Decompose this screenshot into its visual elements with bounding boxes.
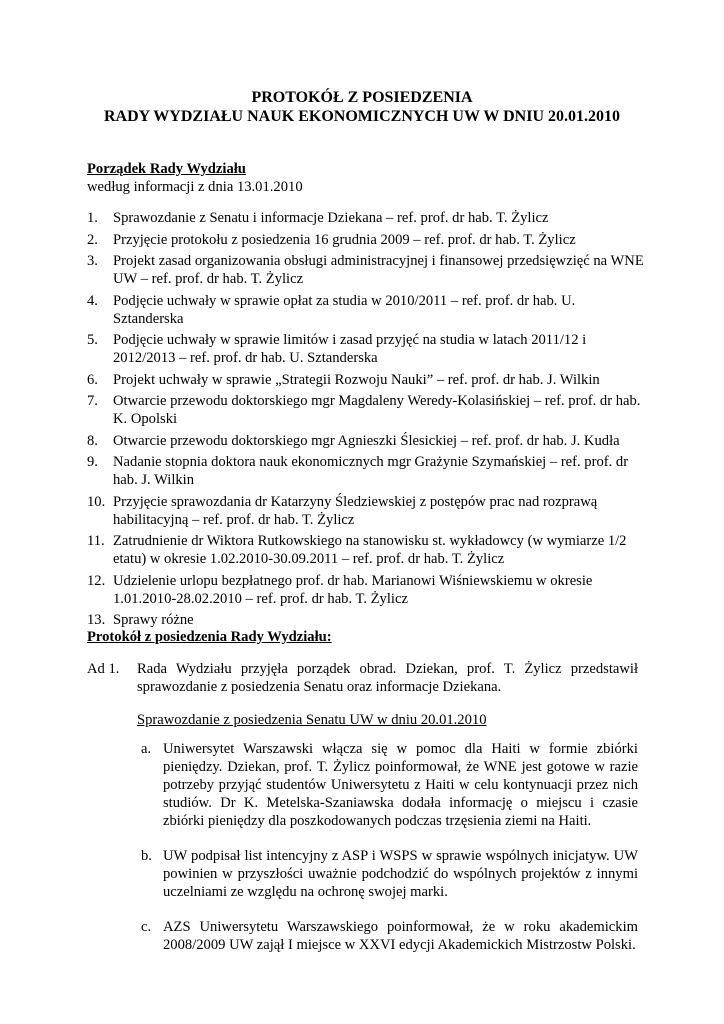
agenda-item-text: Udzielenie urlopu bezpłatnego prof. dr hab. Marianowi Wiśniewskiemu w okresie 1.01.2010-28.02.2010 – ref. prof. dr hab. T. Żylicz (113, 572, 593, 607)
agenda-item (87, 432, 647, 450)
senat-point-mark: b. (141, 848, 152, 864)
agenda-item-number: 2. (87, 231, 98, 248)
agenda-item-number: 12. (87, 572, 106, 589)
agenda-header (87, 160, 303, 196)
agenda-item-number: 3. (87, 253, 98, 269)
senat-point-text: UW podpisał list intencyjny z ASP i WSPS w sprawie wspólnych inicjatyw. UW powinien w przyszłości uważnie podchodzić do wspólnych projektów z innymi uczelniami ze względu na ochronę swojej marki. (163, 848, 638, 900)
agenda-item-number: 1. (87, 210, 98, 226)
agenda-item (87, 611, 647, 629)
agenda-item-number: 9. (87, 454, 98, 470)
agenda-item-text: Otwarcie przewodu doktorskiego mgr Magdaleny Weredy-Kolasińskiej – ref. prof. dr hab. K. Opolski (113, 393, 641, 427)
agenda-item (87, 292, 647, 328)
agenda-item (87, 392, 647, 428)
protocol-heading: Protokół z posiedzenia Rady Wydziału: (87, 629, 332, 645)
senat-point (137, 847, 638, 901)
agenda-item-text: Przyjęcie protokołu z posiedzenia 16 grudnia 2009 – ref. prof. dr hab. T. Żylicz (113, 231, 576, 248)
agenda-item-number: 10. (87, 493, 106, 510)
agenda-item-text: Sprawy różne (113, 612, 194, 628)
document-title-line1: PROTOKÓŁ Z POSIEDZENIA (251, 89, 473, 106)
agenda-item (87, 252, 647, 288)
agenda-item-text: Podjęcie uchwały w sprawie limitów i zasad przyjęć na studia w latach 2011/12 i 2012/2013 – ref. prof. dr hab. U. Sztanderska (113, 332, 587, 366)
agenda-item (87, 493, 647, 529)
senat-point (137, 740, 638, 830)
senat-point (137, 918, 638, 954)
senat-points-list (137, 740, 638, 954)
agenda-subheading: według informacji z dnia 13.01.2010 (87, 179, 303, 195)
senat-report-heading: Sprawozdanie z posiedzenia Senatu UW w dniu 20.01.2010 (137, 712, 487, 728)
agenda-item (87, 331, 647, 367)
agenda-item (87, 371, 647, 389)
agenda-item-number: 11. (87, 533, 105, 549)
agenda-item-text: Sprawozdanie z Senatu i informacje Dziekana – ref. prof. dr hab. T. Żylicz (113, 210, 549, 226)
agenda-item-text: Nadanie stopnia doktora nauk ekonomicznych mgr Grażynie Szymańskiej – ref. prof. dr hab. J. Wilkin (113, 454, 629, 488)
document-title-line2: RADY WYDZIAŁU NAUK EKONOMICZNYCH UW W DNIU 20.01.2010 (103, 108, 621, 125)
senat-point-text: Uniwersytet Warszawski włącza się w pomoc dla Haiti w formie zbiórki pieniędzy. Dziekan, prof. T. Żylicz poinformował, że WNE jest gotowe w razie potrzeby przyjąć studentów Uniwersytetu z Haiti w celu kontynuacji przez nich studiów. Dr K. Metelska-Szaniawska dodała informację o miejscu i czasie zbiórki pieniędzy dla poszkodowanych podczas trzęsienia ziemi na Haiti. (163, 741, 638, 829)
senat-point-text: AZS Uniwersytetu Warszawskiego poinformował, że w roku akademickim 2008/2009 UW zajął I miejsce w XXVI edycji Akademickich Mistrzostw Polski. (163, 919, 638, 953)
agenda-heading: Porządek Rady Wydziału (87, 161, 246, 177)
agenda-item-number: 4. (87, 292, 98, 309)
senat-point-mark: c. (141, 919, 152, 935)
agenda-item-number: 5. (87, 332, 98, 348)
agenda-list (87, 209, 647, 633)
agenda-item (87, 209, 647, 227)
agenda-item-number: 13. (87, 612, 106, 628)
agenda-item-text: Projekt uchwały w sprawie „Strategii Rozwoju Nauki” – ref. prof. dr hab. J. Wilkin (113, 371, 600, 388)
agenda-item-number: 8. (87, 432, 98, 449)
agenda-item (87, 453, 647, 489)
ad1-text: Rada Wydziału przyjęła porządek obrad. Dziekan, prof. T. Żylicz przedstawił sprawozdanie z posiedzenia Senatu oraz informacje Dziekana. (137, 661, 638, 695)
ad1-label: Ad 1. (87, 661, 120, 677)
senat-point-mark: a. (141, 741, 152, 757)
agenda-item-text: Przyjęcie sprawozdania dr Katarzyny Śledziewskiej z postępów prac nad rozprawą habilitacyjną – ref. prof. dr hab. T. Żylicz (113, 493, 598, 528)
agenda-item-number: 6. (87, 371, 98, 388)
agenda-item-number: 7. (87, 393, 98, 409)
agenda-item-text: Podjęcie uchwały w sprawie opłat za studia w 2010/2011 – ref. prof. dr hab. U. Sztanderska (113, 292, 576, 327)
agenda-item-text: Zatrudnienie dr Wiktora Rutkowskiego na stanowisku st. wykładowcy (w wymiarze 1/2 etatu) w okresie 1.02.2010-30.09.2011 – ref. prof. dr hab. T. Żylicz (113, 533, 627, 567)
agenda-item (87, 572, 647, 608)
agenda-item (87, 532, 647, 568)
agenda-item-text: Projekt zasad organizowania obsługi administracyjnej i finansowej przedsięwzięć na WNE UW – ref. prof. dr hab. T. Żylicz (113, 253, 644, 287)
agenda-item-text: Otwarcie przewodu doktorskiego mgr Agnieszki Ślesickiej – ref. prof. dr hab. J. Kudła (113, 432, 620, 449)
agenda-item (87, 231, 647, 249)
